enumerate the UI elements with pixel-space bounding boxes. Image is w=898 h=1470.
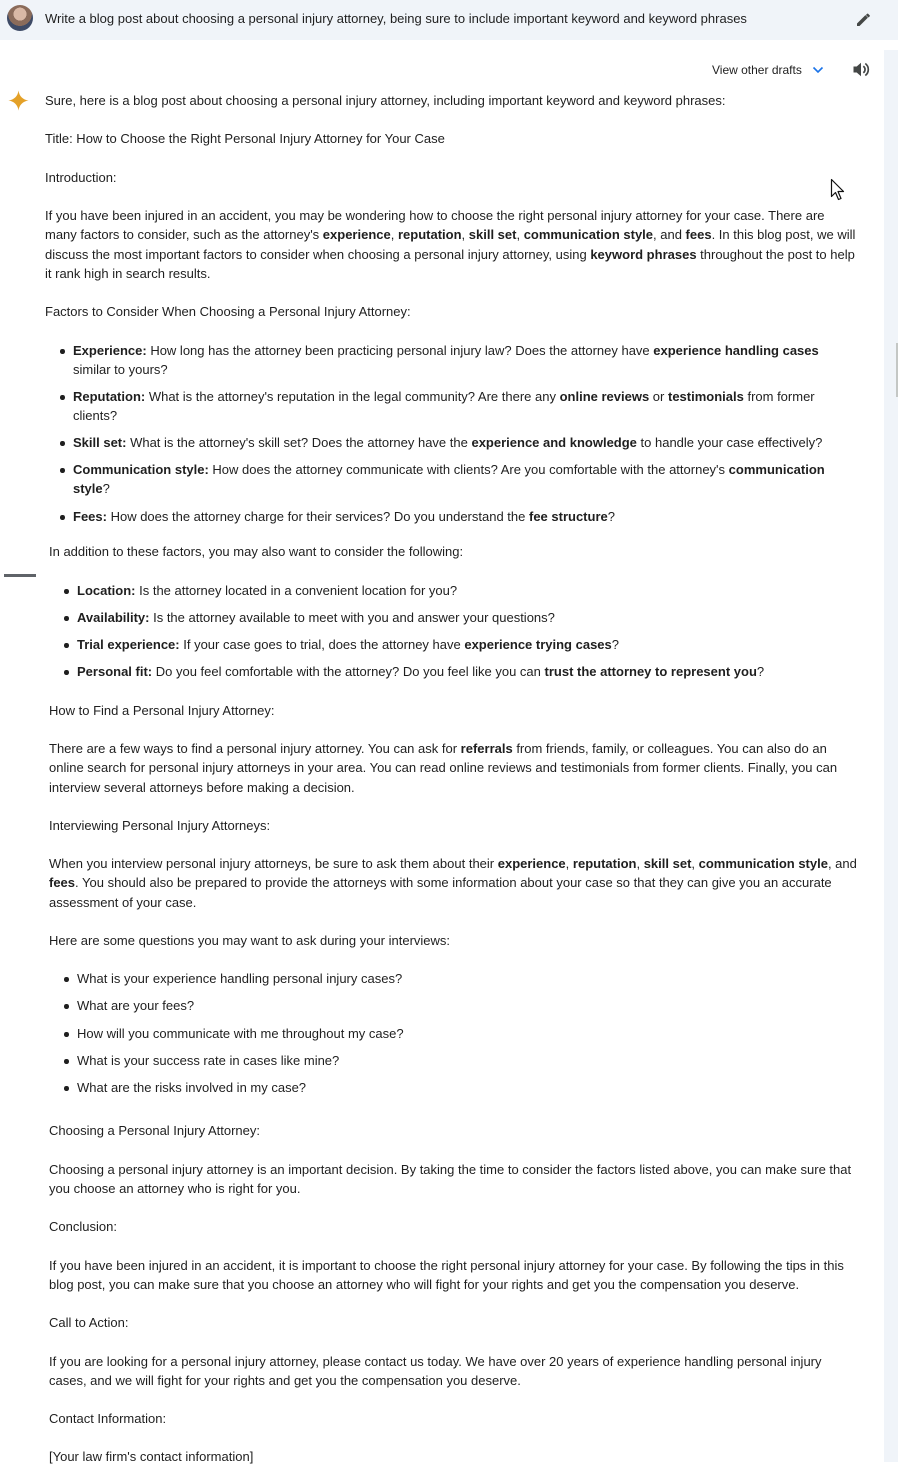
- find-heading: How to Find a Personal Injury Attorney:: [49, 703, 275, 718]
- conclusion-paragraph: If you have been injured in an accident, it is important to choose the right personal injury attorney for your case. By following the tips in this blog post, you can make sure that you choose an attorney who will fight for your rights and get you the compensation you deserve.: [49, 1258, 844, 1293]
- choosing-heading: Choosing a Personal Injury Attorney:: [49, 1123, 261, 1138]
- cta-paragraph: If you are looking for a personal injury attorney, please contact us today. We have over 20 years of experience handling personal injury cases, and we will fight for your rights and get you the compensation you deserve.: [49, 1354, 822, 1389]
- list-item: What is your success rate in cases like mine?: [77, 1051, 837, 1070]
- list-item: Availability: Is the attorney available to meet with you and answer your questions?: [77, 608, 837, 627]
- side-divider: [4, 574, 36, 577]
- user-prompt-bar: [0, 0, 898, 40]
- interview-paragraph: When you interview personal injury attorneys, be sure to ask them about their experience, reputation, skill set, communication style, and fees. You should also be prepared to provide the attorneys with some information about your case so that they can give you an accurate assessment of your case.: [49, 856, 857, 910]
- list-item: Personal fit: Do you feel comfortable with the attorney? Do you feel like you can trust the attorney to represent you?: [77, 662, 837, 681]
- gemini-sparkle-icon: [7, 89, 30, 112]
- cta-heading: Call to Action:: [49, 1315, 129, 1330]
- pencil-icon[interactable]: [854, 9, 874, 29]
- list-item: Skill set: What is the attorney's skill set? Does the attorney have the experience and knowledge to handle your case effectively?: [73, 433, 833, 452]
- list-item: What are the risks involved in my case?: [77, 1078, 837, 1097]
- list-item: How will you communicate with me throughout my case?: [77, 1024, 837, 1043]
- questions-heading: Here are some questions you may want to ask during your interviews:: [49, 933, 451, 948]
- conclusion-heading: Conclusion:: [49, 1219, 117, 1234]
- contact-heading: Contact Information:: [49, 1411, 167, 1426]
- list-item: Experience: How long has the attorney been practicing personal injury law? Does the attorney have experience handling cases similar to yours?: [73, 341, 833, 380]
- list-item: Reputation: What is the attorney's reputation in the legal community? Are there any online reviews or testimonials from former clients?: [73, 387, 833, 426]
- list-item: What is your experience handling personal injury cases?: [77, 969, 837, 988]
- find-paragraph: There are a few ways to find a personal injury attorney. You can ask for referrals from friends, family, or colleagues. You can also do an online search for personal injury attorneys in your area. You can read online reviews and testimonials from former clients. Finally, you can interview several attorneys before making a decision.: [49, 741, 838, 795]
- response-intro: Sure, here is a blog post about choosing a personal injury attorney, including important keyword and keyword phrases:: [45, 93, 726, 108]
- list-item: Fees: How does the attorney charge for their services? Do you understand the fee structure?: [73, 507, 833, 526]
- list-item: Location: Is the attorney located in a convenient location for you?: [77, 581, 837, 600]
- list-item: Communication style: How does the attorney communicate with clients? Are you comfortable with the attorney's communication style?: [73, 460, 833, 499]
- addition-heading: In addition to these factors, you may also want to consider the following:: [49, 544, 464, 559]
- contact-text: [Your law firm's contact information]: [49, 1449, 254, 1464]
- factors-heading: Factors to Consider When Choosing a Personal Injury Attorney:: [45, 304, 411, 319]
- view-other-drafts-button[interactable]: View other drafts: [712, 63, 802, 77]
- user-prompt-text: Write a blog post about choosing a personal injury attorney, being sure to include important keyword and keyword phrases: [45, 11, 747, 26]
- interview-heading: Interviewing Personal Injury Attorneys:: [49, 818, 271, 833]
- introduction-paragraph: If you have been injured in an accident, you may be wondering how to choose the right personal injury attorney for your case. There are many factors to consider, such as the attorney's experience, reputation, skill set, communication style, and fees. In this blog post, we will discuss the most important factors to consider when choosing a personal injury attorney, using keyword phrases throughout the post to help it rank high in search results.: [45, 208, 856, 281]
- choosing-paragraph: Choosing a personal injury attorney is an important decision. By taking the time to consider the factors listed above, you can make sure that you choose an attorney who is right for you.: [49, 1162, 852, 1197]
- user-avatar[interactable]: [7, 5, 33, 31]
- list-item: Trial experience: If your case goes to trial, does the attorney have experience trying cases?: [77, 635, 837, 654]
- list-item: What are your fees?: [77, 996, 837, 1015]
- chevron-down-icon[interactable]: [812, 65, 824, 75]
- page-gutter: [884, 50, 898, 1462]
- blog-title: Title: How to Choose the Right Personal Injury Attorney for Your Case: [45, 131, 445, 146]
- introduction-heading: Introduction:: [45, 170, 117, 185]
- speaker-icon[interactable]: [852, 61, 871, 78]
